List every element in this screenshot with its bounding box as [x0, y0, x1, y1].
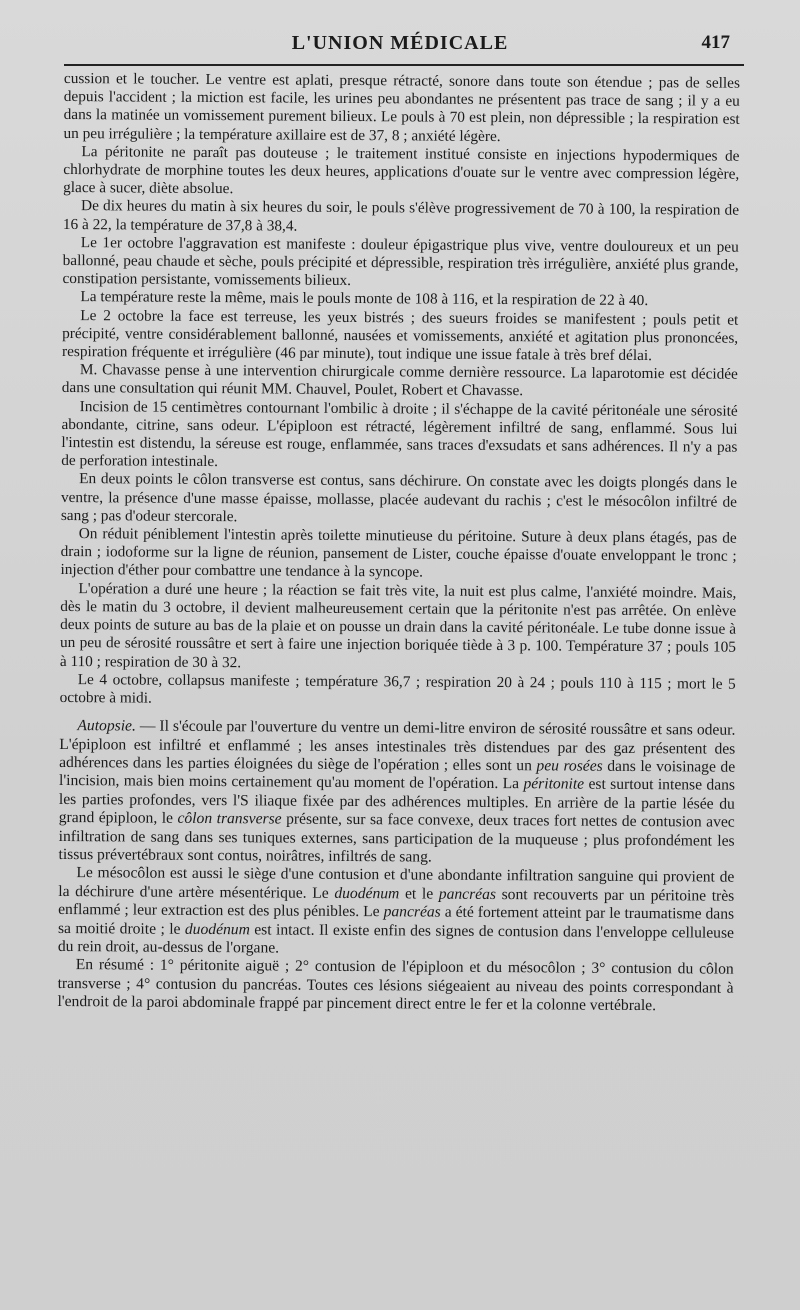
autopsy-em-3: côlon transverse	[177, 809, 282, 828]
autopsy-text-3: est surtout intense dans les parties profondes, vers l'S iliaque fixée par des adhérences multiples. En arrière de la partie lésée du grand épiploon, le	[58, 775, 736, 827]
journal-title: L'UNION MÉDICALE	[291, 32, 509, 54]
paragraph-3: De dix heures du matin à six heures du soir, le pouls s'élève progressivement de 70 à 100, la respiration de 16 à 22, la température de 37,8 à 38,4.	[62, 197, 740, 235]
article-body	[57, 70, 740, 1016]
mesocolon-em-3: pancréas	[383, 903, 441, 921]
mesocolon-paragraph	[58, 864, 735, 961]
autopsy-text-2: dans le voisinage de l'incision, mais bien moins certainement qu'au moment de l'opération. La	[58, 757, 736, 793]
header-rule	[64, 64, 744, 66]
autopsy-text-1: — Il s'écoule par l'ouverture du ventre un demi-litre environ de sérosité roussâtre et sans odeur. L'épiploon est infiltré et enflammé ; les anses intestinales très distendues par des gaz présentent des adhérences dans les parties éloignées du siège de l'opération ; elles sont un	[59, 717, 736, 775]
paragraph-1: cussion et le toucher. Le ventre est aplati, presque rétracté, sonore dans toute son étendue ; pas de selles depuis l'accident ; la miction est facile, les urines peu abondantes ne présentent pas trace de sang ; il y a eu dans la matinée un vomissement purement bilieux. Le pouls à 70 est plein, non dépressible ; la respiration est un peu irrégulière ; la température axillaire est de 37, 8 ; anxiété légère.	[63, 70, 740, 145]
mesocolon-em-2: pancréas	[438, 885, 497, 903]
paragraph-6: Le 2 octobre la face est terreuse, les yeux bistrés ; des sueurs froides se manifestent ; pouls petit et précipité, ventre considérablement ballonné, nausées et vomissements, anxiété et agitation plus prononcées, respiration fréquente et irrégulière (46 par minute), tout indique une issue fatale à très bref délai.	[61, 306, 739, 365]
paragraph-10: On réduit péniblement l'intestin après toilette minutieuse du péritoine. Suture à deux plans étagés, pas de drain ; iodoforme sur la ligne de réunion, pansement de Lister, couche épaisse d'ouate enveloppant le tronc ; injection d'éther pour combattre une tendance à la syncope.	[60, 525, 737, 582]
paragraph-7: M. Chavasse pense à une intervention chirurgicale comme dernière ressource. La laparotomie est décidée dans une consultation qui réunit MM. Chauvel, Poulet, Robert et Chavasse.	[61, 361, 738, 400]
mesocolon-em-4: duodénum	[184, 920, 250, 938]
summary-paragraph: En résumé : 1° péritonite aiguë ; 2° contusion de l'épiploon et du mésocôlon ; 3° contusion du côlon transverse ; 4° contusion du pancréas. Toutes ces lésions siégeaient au niveau des points correspondant à l'endroit de la paroi abdominale frappé par pincement direct entre le fer et la colonne vertébrale.	[57, 956, 734, 1015]
paragraph-4: Le 1er octobre l'aggravation est manifeste : douleur épigastrique plus vive, ventre douloureux et un peu ballonné, peau chaude et sèche, pouls précipité et dépressible, respiration très irrégulière, anxiété plus grande, constipation persistante, vomissements bilieux.	[62, 233, 739, 290]
mesocolon-em-1: duodénum	[334, 884, 400, 903]
autopsy-em-1: peu rosées	[536, 757, 603, 775]
mesocolon-d: a été fortement atteint par le traumatisme dans sa moitié droite ; le	[57, 903, 735, 938]
paragraph-2: La péritonite ne paraît pas douteuse ; le traitement institué consiste en injections hypodermiques de chlorhydrate de morphine toutes les deux heures, applications d'ouate sur le ventre avec compression légère, glace à sucer, diète absolue.	[63, 142, 740, 198]
mesocolon-e: est intact. Il existe enfin des signes de contusion dans l'enveloppe celluleuse du rein droit, au-dessus de l'organe.	[57, 920, 735, 957]
paragraph-11: L'opération a duré une heure ; la réaction se fait très vite, la nuit est plus calme, l'anxiété moindre. Mais, dès le matin du 3 octobre, il devient malheureusement certain que la péritonite n'est pas arrêtée. On enlève deux points de suture au bas de la plaie et on pousse un drain dans la cavité péritonéale. Le tube donne issue à un peu de sérosité roussâtre et sert à faire une injection boriquée tiède à 3 p. 100. Température 37 ; pouls 105 à 110 ; respiration de 30 à 32.	[59, 579, 737, 671]
autopsy-em-2: péritonite	[523, 775, 585, 793]
paragraph-9: En deux points le côlon transverse est contus, sans déchirure. On constate avec les doigts plongés dans le ventre, la présence d'une masse épaisse, mollasse, placée audevant du rachis ; c'est le mésocôlon infiltré de sang ; pas d'odeur stercorale.	[60, 470, 738, 526]
paragraph-8: Incision de 15 centimètres contournant l'ombilic à droite ; il s'échappe de la cavité péritonéale une sérosité abondante, citrine, sans odeur. L'épiploon est rétracté, légèrement infiltré de sang, enflammé. Sous lui l'intestin est distendu, la séreuse est rouge, enflammée, sans traces d'exsudats et sans adhérences. Il n'y a pas de perforation intestinale.	[61, 397, 738, 471]
mesocolon-c: sont recouverts par un péritoine très enflammé ; leur extraction est des plus pénibles. Le	[58, 885, 735, 921]
mesocolon-b: et le	[399, 885, 439, 903]
autopsy-label: Autopsie.	[77, 717, 136, 735]
autopsy-text-4: présente, sur sa face convexe, deux traces fort nettes de contusion avec infiltration de sang dans ses tuniques externes, sans participation de la muqueuse ; plus profondément les tissus prévertébraux sont contus, noirâtres, infiltrés de sang.	[58, 810, 735, 866]
autopsy-paragraph	[58, 717, 735, 869]
page-number: 417	[701, 32, 730, 53]
paragraph-12: Le 4 octobre, collapsus manifeste ; température 36,7 ; respiration 20 à 24 ; pouls 110 à 115 ; mort le 5 octobre à midi.	[59, 670, 736, 707]
paragraph-5: La température reste la même, mais le pouls monte de 108 à 116, et la respiration de 22 à 40.	[80, 288, 649, 310]
running-header	[0, 26, 800, 62]
mesocolon-a: Le mésocôlon est aussi le siège d'une contusion et d'une abondante infiltration sanguine qui provient de la déchirure d'une artère mésentérique. Le	[58, 864, 735, 902]
